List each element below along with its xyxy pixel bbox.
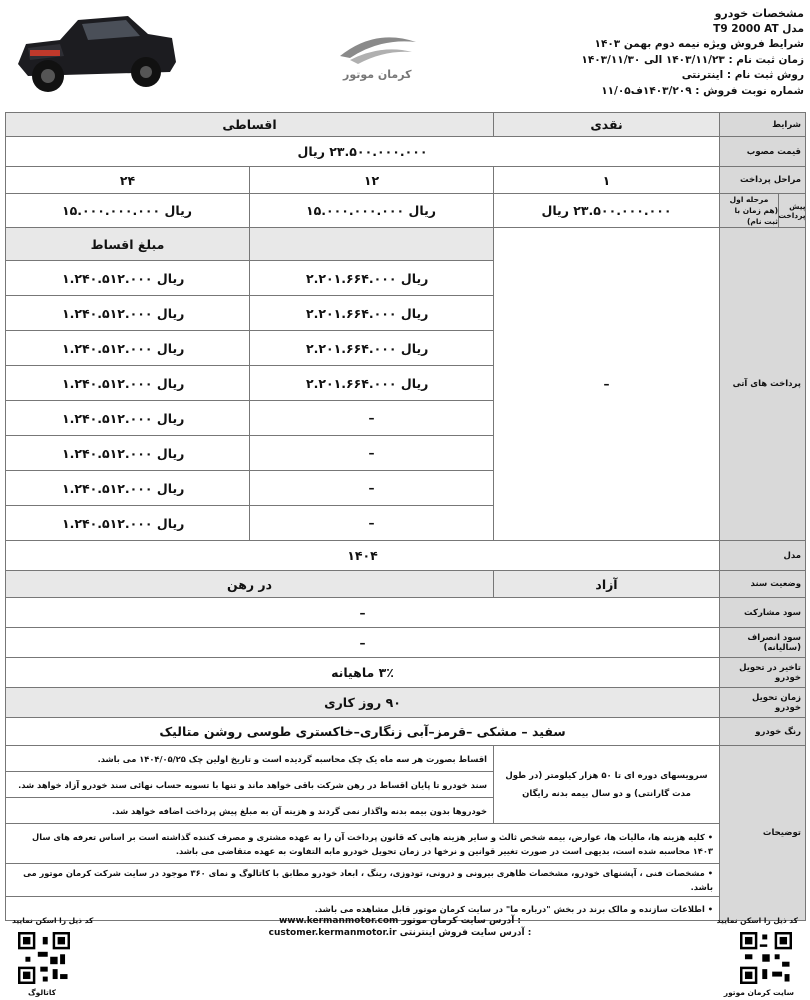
addresses	[230, 916, 570, 938]
delivery-value: ۹۰ روز کاری	[6, 688, 720, 718]
partnership-value: –	[6, 598, 720, 628]
prepay-24: ۱۵.۰۰۰.۰۰۰.۰۰۰ ریال	[6, 194, 250, 228]
sale-label: : آدرس سایت فروش اینترنتی	[399, 928, 532, 938]
stage-cash: ۱	[494, 167, 720, 194]
stage-12: ۱۲	[250, 167, 494, 194]
doc-status-label: وضعیت سند	[720, 571, 806, 598]
model-value: ۱۴۰۴	[6, 541, 720, 571]
inst-12-row: –	[250, 471, 494, 506]
delay-label: تاخیر در تحویل خودرو	[720, 658, 806, 688]
installment-amount-header: مبلغ اقساط	[6, 228, 250, 261]
inst-header-blank	[250, 228, 494, 261]
footer	[0, 912, 810, 1000]
inst-12-row: ۲.۲۰۱.۶۶۴.۰۰۰ ریال	[250, 296, 494, 331]
inst-12-row: ۲.۲۰۱.۶۶۴.۰۰۰ ریال	[250, 331, 494, 366]
first-stage-sub: (هم زمان با ثبت نام)	[734, 206, 778, 226]
inst-24-row: ۱.۲۴۰.۵۱۲.۰۰۰ ریال	[6, 436, 250, 471]
header-info	[444, 6, 804, 99]
service-note: سرویسهای دوره ای تا ۵۰ هزار کیلومتر (در طول مدت گارانتی) و دو سال بیمه بدنه رایگان	[494, 746, 720, 824]
inst-24-row: ۱.۲۴۰.۵۱۲.۰۰۰ ریال	[6, 506, 250, 541]
conditions-label: شرایط	[720, 113, 806, 137]
stage-24: ۲۴	[6, 167, 250, 194]
qr-caption-right: سایت کرمان موتور	[723, 988, 794, 997]
cancel-label: سود انصراف (سالیانه)	[720, 628, 806, 658]
approved-price: ۲۳.۵۰۰.۰۰۰.۰۰۰ ریال	[6, 137, 720, 167]
model-line: مدل T9 2000 AT	[713, 22, 804, 35]
future-cash: –	[494, 228, 720, 541]
inst-note-3: خودروها بدون بیمه بدنه واگذار نمی گردند و هزینه آن به مبلغ پیش پرداخت اضافه خواهد شد.	[6, 798, 494, 824]
prepay-12: ۱۵.۰۰۰.۰۰۰.۰۰۰ ریال	[250, 194, 494, 228]
cash-header: نقدی	[494, 113, 720, 137]
doc-status-inst: در رهن	[6, 571, 494, 598]
registration-method: روش ثبت نام : اینترنتی	[681, 69, 804, 81]
prepay-label-cell	[720, 194, 806, 228]
inst-12-row: ۲.۲۰۱.۶۶۴.۰۰۰ ریال	[250, 366, 494, 401]
general-note-2: • مشخصات فنی ، آپشنهای خودرو، مشخصات ظاهری بیرونی و درونی، تودوزی، رینگ ، ابعاد خودرو مطابق با کاتالوگ و نمای ۳۶۰ موجود در سایت شرکت کرمان موتور می باشد.	[6, 864, 720, 897]
inst-12-row: ۲.۲۰۱.۶۶۴.۰۰۰ ریال	[250, 261, 494, 296]
pickup-truck-image	[8, 6, 180, 104]
scan-hint-left: کد ذیل را اسکن نمایید	[12, 916, 94, 925]
inst-12-row: –	[250, 436, 494, 471]
color-value: سفید – مشکی –قرمز–آبی زنگاری–خاکستری طوسی روشن متالیک	[6, 718, 720, 746]
registration-time: زمان ثبت نام : ۱۴۰۳/۱۱/۲۳ الی ۱۴۰۳/۱۱/۳۰	[581, 53, 804, 66]
inst-note-2: سند خودرو تا پایان اقساط در رهن شرکت باقی خواهد ماند و تنها با تسویه حساب نهائی سند خودرو آزاد خواهد شد.	[6, 772, 494, 798]
general-note-1: • کلیه هزینه ها، مالیات ها، عوارض، بیمه شخص ثالث و سایر هزینه هایی که قانون پرداخت آن را به عهده مشتری و مصرف کننده گذاشته است بر اساس تعرفه های سال ۱۴۰۳ محاسبه شده است، بدیهی است در صورت تغییر قوانین و نرخها در زمان تحویل خودرو مابه التفاوت به عهده متقاضی می باشد.	[6, 824, 720, 864]
future-payments-label: پرداخت های آتی	[720, 228, 806, 541]
inst-12-row: –	[250, 506, 494, 541]
site-label: : آدرس سایت کرمان موتور	[401, 916, 522, 926]
cancel-value: –	[6, 628, 720, 658]
qr-code-icon[interactable]	[18, 932, 70, 984]
conditions-line: شرایط فروش ویژه نیمه دوم بهمن ۱۴۰۳	[594, 38, 804, 50]
delivery-label: زمان تحویل خودرو	[720, 688, 806, 718]
inst-note-1: اقساط بصورت هر سه ماه یک چک محاسبه گردیده است و تاریخ اولین چک ۱۴۰۴/۰۵/۲۵ می باشد.	[6, 746, 494, 772]
delay-value: ۳٪ ماهیانه	[6, 658, 720, 688]
inst-24-row: ۱.۲۴۰.۵۱۲.۰۰۰ ریال	[6, 401, 250, 436]
inst-24-row: ۱.۲۴۰.۵۱۲.۰۰۰ ریال	[6, 331, 250, 366]
sale-number: شماره نوبت فروش : ۱۴۰۳/۲۰۹ف۱۱/۰۵	[601, 84, 804, 97]
color-label: رنگ خودرو	[720, 718, 806, 746]
spec-table	[5, 112, 806, 921]
inst-24-row: ۱.۲۴۰.۵۱۲.۰۰۰ ریال	[6, 366, 250, 401]
inst-24-row: ۱.۲۴۰.۵۱۲.۰۰۰ ریال	[6, 296, 250, 331]
logo-text: کرمان موتور	[343, 68, 412, 81]
notes-label: توضیحات	[720, 746, 806, 921]
qr-code-icon[interactable]	[740, 932, 792, 984]
qr-caption-left: کاتالوگ	[28, 988, 57, 997]
first-stage-label: مرحله اول	[729, 195, 769, 204]
scan-hint-right: کد ذیل را اسکن نمایید	[716, 916, 798, 925]
stages-label: مراحل پرداخت	[720, 167, 806, 194]
prepay-cash: ۲۳.۵۰۰.۰۰۰.۰۰۰ ریال	[494, 194, 720, 228]
header-title: مشخصات خودرو	[714, 7, 804, 20]
doc-status-cash: آزاد	[494, 571, 720, 598]
inst-12-row: –	[250, 401, 494, 436]
installment-header: اقساطی	[6, 113, 494, 137]
prepay-label: پیش پرداخت	[778, 194, 805, 227]
model-label: مدل	[720, 541, 806, 571]
site-url[interactable]: www.kermanmotor.com	[278, 916, 399, 926]
inst-24-row: ۱.۲۴۰.۵۱۲.۰۰۰ ریال	[6, 261, 250, 296]
inst-24-row: ۱.۲۴۰.۵۱۲.۰۰۰ ریال	[6, 471, 250, 506]
partnership-label: سود مشارکت	[720, 598, 806, 628]
approved-price-label: قیمت مصوب	[720, 137, 806, 167]
sale-url[interactable]: customer.kermanmotor.ir	[268, 928, 397, 938]
general-note-3: • اطلاعات سازنده و مالک برند در بخش "درباره ما" در سایت کرمان موتور قابل مشاهده می باشد.	[6, 897, 720, 921]
